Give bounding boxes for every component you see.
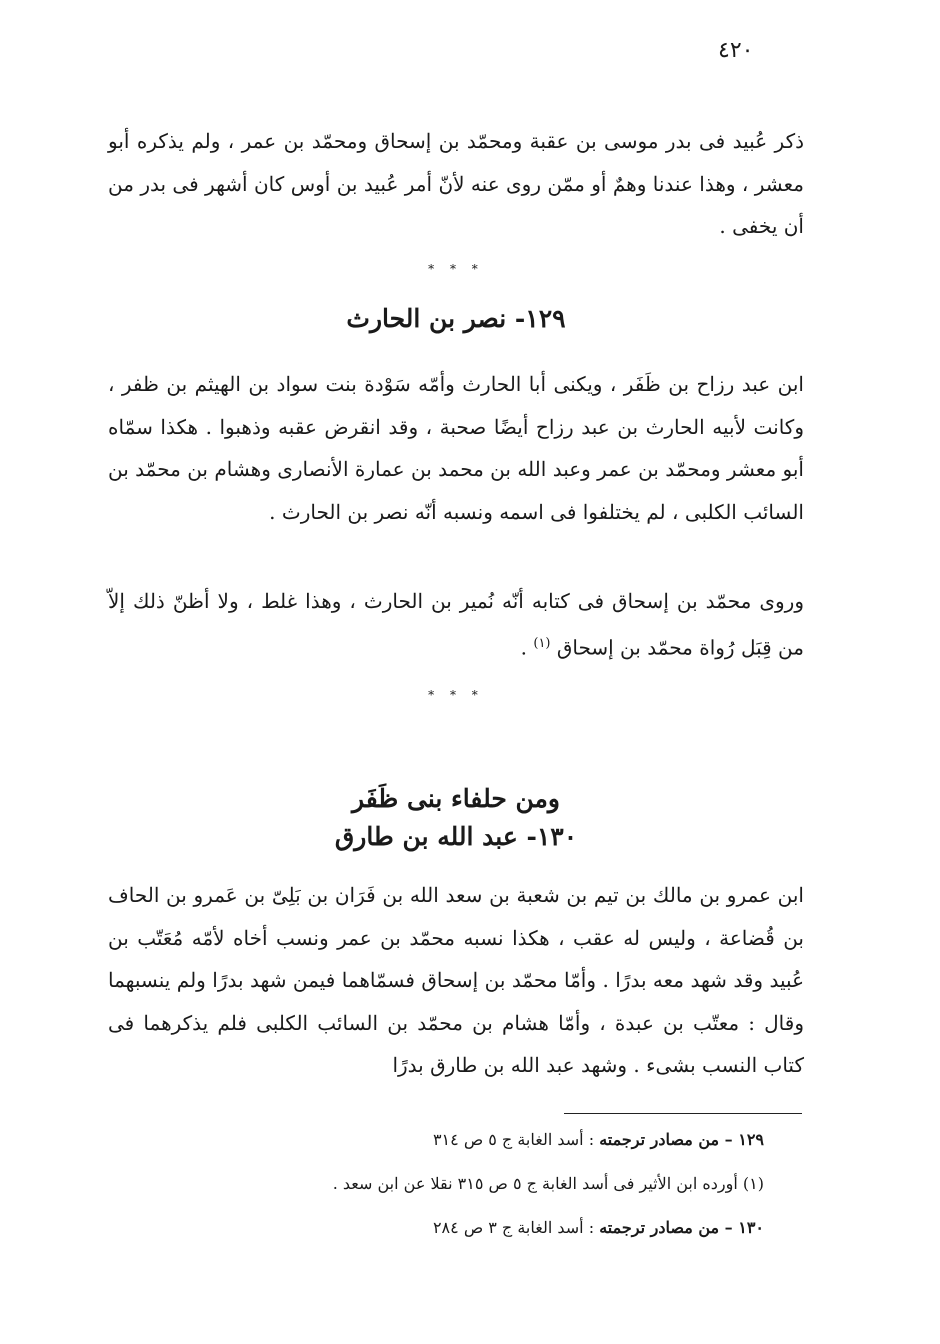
paragraph-end: . xyxy=(520,635,534,660)
footnote-item xyxy=(200,1210,764,1254)
section-heading: ومن حلفاء بنى ظَفَر xyxy=(351,784,561,813)
paragraph-text: وروى محمّد بن إسحاق فى كتابه أنّه نُمير بن الحارث ، وهذا غلط ، ولا أظنّ ذلك إلاّ من قِبَل رُواة محمّد بن إسحاق xyxy=(108,589,804,660)
paragraph-entry-129-note xyxy=(108,580,804,669)
entry-heading-129: ١٢٩- نصر بن الحارث xyxy=(346,304,566,333)
footnote-text: (١) أورده ابن الأثير فى أسد الغابة ج ٥ ص ٣١٥ نقلا عن ابن سعد . xyxy=(332,1174,764,1193)
footnote-divider xyxy=(564,1113,802,1114)
entry-heading-130: ١٣٠- عبد الله بن طارق xyxy=(334,822,578,851)
footnotes xyxy=(200,1122,764,1254)
paragraph-entry-130: ابن عمرو بن مالك بن تيم بن شعبة بن سعد الله بن فَرَان بن بَلِىّ بن عَمرو بن الحاف بن قُضاعة ، وليس له عقب ، هكذا نسبه محمّد بن عمر ونسب أخاه لأمّه مُعَتّب بن عُبيد وقد شهد معه بدرًا . وأمّا محمّد بن إسحاق فسمّاهما فيمن شهد بدرًا ولم ينسبهما وقال : معتّب بن عبدة ، وأمّا هشام بن محمّد بن السائب الكلبى فلم يذكرهما فى كتاب النسب بشىء . وشهد عبد الله بن طارق بدرًا xyxy=(108,883,805,1077)
paragraph-continuation: ذكر عُبيد فى بدر موسى بن عقبة ومحمّد بن إسحاق ومحمّد بن عمر ، ولم يذكره أبو معشر ، وهذا عندنا وهمٌ أو ممّن روى عنه لأنّ أمر عُبيد بن أوس كان أشهر فى بدر من أن يخفى . xyxy=(108,129,804,238)
footnote-item xyxy=(200,1122,764,1166)
section-separator: * * * xyxy=(428,262,484,276)
page-number: ٤٢٠ xyxy=(718,38,754,63)
paragraph-entry-129: ابن عبد رزاح بن ظَفَر ، ويكنى أبا الحارث وأمّه سَوْدة بنت سواد بن الهيثم بن ظفر ، وكانت لأبيه الحارث بن عبد رزاح أيضًا صحبة ، وقد انقرض عقبه وذهبوا . هكذا سمّاه أبو معشر ومحمّد بن عمر وعبد الله بن محمد بن عمارة الأنصارى وهشام بن محمّد بن السائب الكلبى ، لم يختلفوا فى اسمه ونسبه أنّه نصر بن الحارث . xyxy=(108,372,804,524)
footnote-text: : أسد الغابة ج ٣ ص ٢٨٤ xyxy=(432,1218,600,1237)
footnote-item xyxy=(200,1166,764,1210)
footnote-text: : أسد الغابة ج ٥ ص ٣١٤ xyxy=(432,1130,600,1149)
footnote-label: ١٣٠ – من مصادر ترجمته xyxy=(599,1218,764,1237)
section-separator: * * * xyxy=(428,688,484,702)
footnote-label: ١٢٩ – من مصادر ترجمته xyxy=(599,1130,764,1149)
footnote-reference: (١) xyxy=(533,635,551,651)
